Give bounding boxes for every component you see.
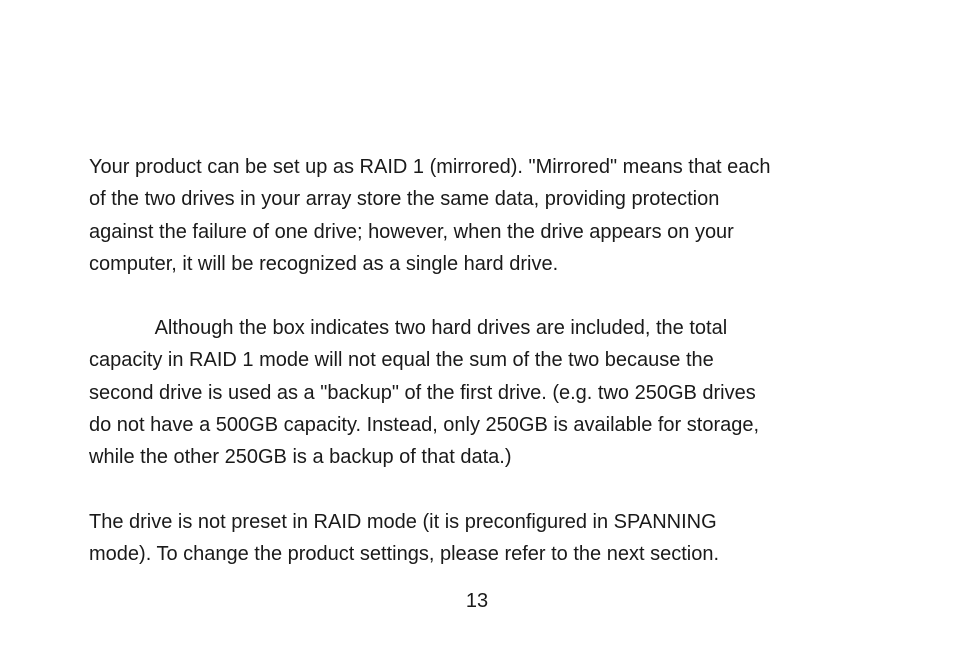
paragraph-spacer [89,280,879,312]
text-line: computer, it will be recognized as a single hard drive. [89,252,559,275]
paragraph-spacer [89,474,879,506]
text-line: second drive is used as a "backup" of the first drive. (e.g. two 250GB drives [89,381,756,404]
paragraph-preset-mode [89,506,879,571]
text-line: do not have a 500GB capacity. Instead, only 250GB is available for storage, [89,414,760,437]
text-line: of the two drives in your array store the same data, providing protection [89,188,720,211]
text-line: mode). To change the product settings, please refer to the next section. [89,542,720,565]
text-line: The drive is not preset in RAID mode (it is preconfigured in SPANNING [89,510,717,533]
document-body [89,151,879,570]
text-line: against the failure of one drive; however, when the drive appears on your [89,220,734,243]
paragraph-capacity-note [89,312,879,473]
text-line: Although the box indicates two hard drives are included, the total [89,317,728,340]
page-number: 13 [465,590,489,612]
text-line: while the other 250GB is a backup of that data.) [89,446,512,469]
text-line: Your product can be set up as RAID 1 (mirrored). "Mirrored" means that each [89,156,771,178]
paragraph-raid1-intro [89,151,879,280]
text-line: capacity in RAID 1 mode will not equal the sum of the two because the [89,349,714,372]
